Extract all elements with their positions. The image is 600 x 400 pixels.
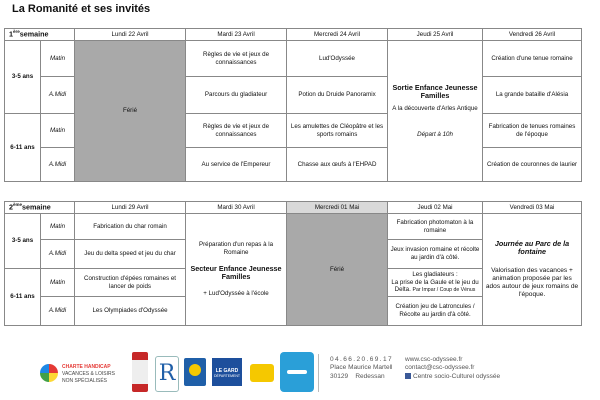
website-link[interactable]: www.csc-odyssee.fr (405, 356, 463, 363)
gard-sub: DÉPARTEMENT (213, 374, 241, 378)
day-header: Vendredi 03 Mai (483, 202, 582, 214)
activity-cell: Chasse aux œufs à l'EHPAD (287, 148, 388, 182)
activity-cell: Construction d'épées romaines et lancer de poids (75, 269, 186, 297)
activity-cell: Au service de l'Empereur (186, 148, 287, 182)
postcode-city: 30129 Redessan (330, 372, 385, 380)
ferie-cell: Férié (287, 214, 388, 326)
r-emblem-logo: R (155, 356, 179, 392)
outing-title: Sortie Enfance Jeunesse Familles (392, 82, 478, 101)
activity-cell: Potion du Druide Panoramix (287, 77, 388, 114)
activity-cell: Les amulettes de Cléopâtre et les sports romains (287, 114, 388, 148)
slot-label: Matin (41, 214, 75, 240)
handicap-line2: VACANCES & LOISIRS (62, 371, 115, 377)
week1-table (4, 28, 582, 182)
secteur-title: Secteur Enfance Jeunesse Familles (190, 263, 282, 282)
activity-cell: Fabrication du char romain (75, 214, 186, 240)
handicap-title: CHARTE HANDICAP (62, 364, 111, 370)
day-header: Vendredi 26 Avril (483, 29, 582, 41)
day-header: Lundi 22 Avril (75, 29, 186, 41)
address: Place Maurice Martell (330, 364, 393, 372)
slot-label: A.Midi (41, 240, 75, 269)
group-label: 3-5 ans (5, 214, 41, 269)
day-header: Jeudi 02 Mai (388, 202, 483, 214)
activity-cell: Fabrication photomaton à la romaine (388, 214, 483, 240)
activity-cell: Lud'Odyssée (287, 41, 388, 77)
gard-label: LE GARD (215, 368, 239, 374)
gladiateurs-text: La prise de la Gaule et le jeu du Delta. Par Impar / Coup de Vénus (391, 278, 479, 294)
phone-number: 04.66.20.69.17 (330, 356, 393, 363)
group-label: 3-5 ans (5, 41, 41, 114)
footer-divider (318, 354, 319, 392)
activity-cell: Création jeu de Latroncules / Récolte au jardin d'à côté. (388, 297, 483, 326)
email-link[interactable]: contact@csc-odyssee.fr (405, 364, 475, 372)
charte-handicap-logo (40, 360, 130, 390)
week1-header-row (5, 29, 582, 41)
page-title: La Romanité et ses invités (12, 3, 151, 15)
group-label: 6-11 ans (5, 114, 41, 182)
parc-title: Journée au Parc de la fontaine (494, 238, 570, 257)
slot-label: A.Midi (41, 297, 75, 326)
activity-cell: Création de couronnes de laurier (483, 148, 582, 182)
day-header: Jeudi 25 Avril (388, 29, 483, 41)
slot-label: Matin (41, 114, 75, 148)
activity-cell: Parcours du gladiateur (186, 77, 287, 114)
outing-sub: A la découverte d'Arles Antique (392, 105, 478, 113)
odyssee-logo (280, 352, 314, 392)
day-header: Mercredi 01 Mai (287, 202, 388, 214)
activity-cell: Règles de vie et jeux de connaissances (186, 41, 287, 77)
day-header: Mercredi 24 Avril (287, 29, 388, 41)
activity-cell: Règles de vie et jeux de connaissances (186, 114, 287, 148)
day-header: Mardi 23 Avril (186, 29, 287, 41)
day-header: Lundi 29 Avril (75, 202, 186, 214)
footer (0, 346, 600, 400)
parc-cell (483, 214, 582, 326)
yellow-logo (250, 364, 274, 382)
parc-text: Valorisation des vacances + animation proposée par les ados autour de jeux romains de l'époque. (485, 267, 579, 299)
activity-cell: Les Olympiades d'Odyssée (75, 297, 186, 326)
slot-label: Matin (41, 269, 75, 297)
activity-cell: Jeu du delta speed et jeu du char (75, 240, 186, 269)
slot-label: Matin (41, 41, 75, 77)
ferie-cell: Férié (75, 41, 186, 182)
facebook-link[interactable]: Centre socio-Culturel odyssée (405, 373, 500, 381)
table-row (5, 214, 582, 240)
secteur-top: Préparation d'un repas à la Romaine (198, 241, 274, 256)
outing-depart: Départ à 10h (417, 130, 453, 138)
contact-block (330, 356, 393, 381)
handicap-circle-icon (40, 364, 58, 382)
outing-cell (388, 41, 483, 182)
web-block (405, 356, 500, 381)
group-label: 6-11 ans (5, 269, 41, 326)
activity-cell (388, 269, 483, 297)
slot-label: A.Midi (41, 77, 75, 114)
week2-label: 2èmesemaine (5, 202, 75, 214)
slot-label: A.Midi (41, 148, 75, 182)
gladiateurs-title: Les gladiateurs : (412, 271, 458, 279)
table-row (5, 41, 582, 77)
handicap-line3: NON SPÉCIALISÉS (62, 378, 108, 384)
gard-logo (212, 358, 242, 386)
activity-cell: La grande bataille d'Alésia (483, 77, 582, 114)
activity-cell: Jeux invasion romaine et récolte au jardin d'à côté. (388, 240, 483, 269)
week2-header-row (5, 202, 582, 214)
activity-cell: Fabrication de tenues romaines de l'époque (483, 114, 582, 148)
facebook-icon (405, 373, 411, 379)
secteur-bottom: + Lud'Odyssée à l'école (203, 290, 269, 298)
activity-cell: Création d'une tenue romaine (483, 41, 582, 77)
caf-logo (184, 358, 206, 386)
day-header: Mardi 30 Avril (186, 202, 287, 214)
redessan-logo (132, 352, 148, 392)
week2-table (4, 201, 582, 326)
secteur-cell (186, 214, 287, 326)
week1-label: 1èresemaine (5, 29, 75, 41)
